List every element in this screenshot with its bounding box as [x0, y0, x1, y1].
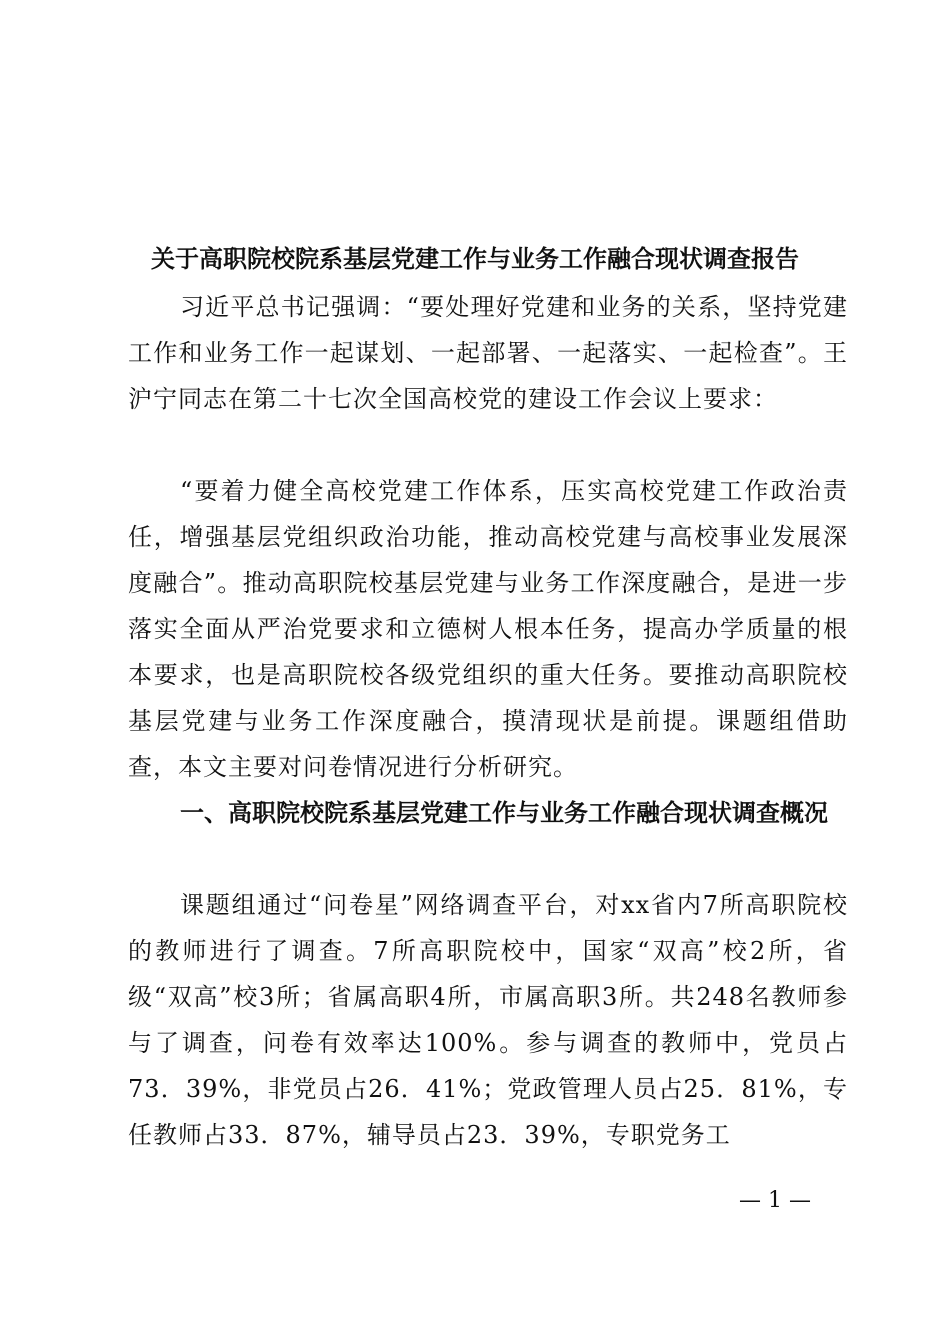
document-title: 关于高职院校院系基层党建工作与业务工作融合现状调查报告	[151, 244, 799, 273]
page-number: — 1 —	[739, 1188, 811, 1213]
paragraph-quote: “要着力健全高校党建工作体系，压实高校党建工作政治责任，增强基层党组织政治功能，推动高校党建与高校事业发展深度融合”。推动高职院校基层党建与业务工作深度融合，是进一步落实全面从严治党要求和立德树人根本任务，提高办学质量的根本要求，也是高职院校各级党组织的重大任务。要推动高职院校基层党建与业务工作深度融合，摸清现状是前提。课题组借助查，本文主要对问卷情况进行分析研究。	[128, 477, 848, 781]
section-heading: 一、高职院校院系基层党建工作与业务工作融合现状调查概况	[180, 799, 828, 827]
paragraph-intro: 习近平总书记强调：“要处理好党建和业务的关系，坚持党建工作和业务工作一起谋划、一起部署、一起落实、一起检查”。王沪宁同志在第二十七次全国高校党的建设工作会议上要求：	[128, 293, 848, 413]
paragraph-survey: 课题组通过“问卷星”网络调查平台，对xx省内7所高职院校的教师进行了调查。7所高职院校中，国家“双高”校2所，省级“双高”校3所；省属高职4所，市属高职3所。共248名教师参与了调查，问卷有效率达100%。参与调查的教师中，党员占73．39%，非党员占26．41%；党政管理人员占25．81%，专任教师占33．87%，辅导员占23．39%，专职党务工	[128, 891, 848, 1149]
